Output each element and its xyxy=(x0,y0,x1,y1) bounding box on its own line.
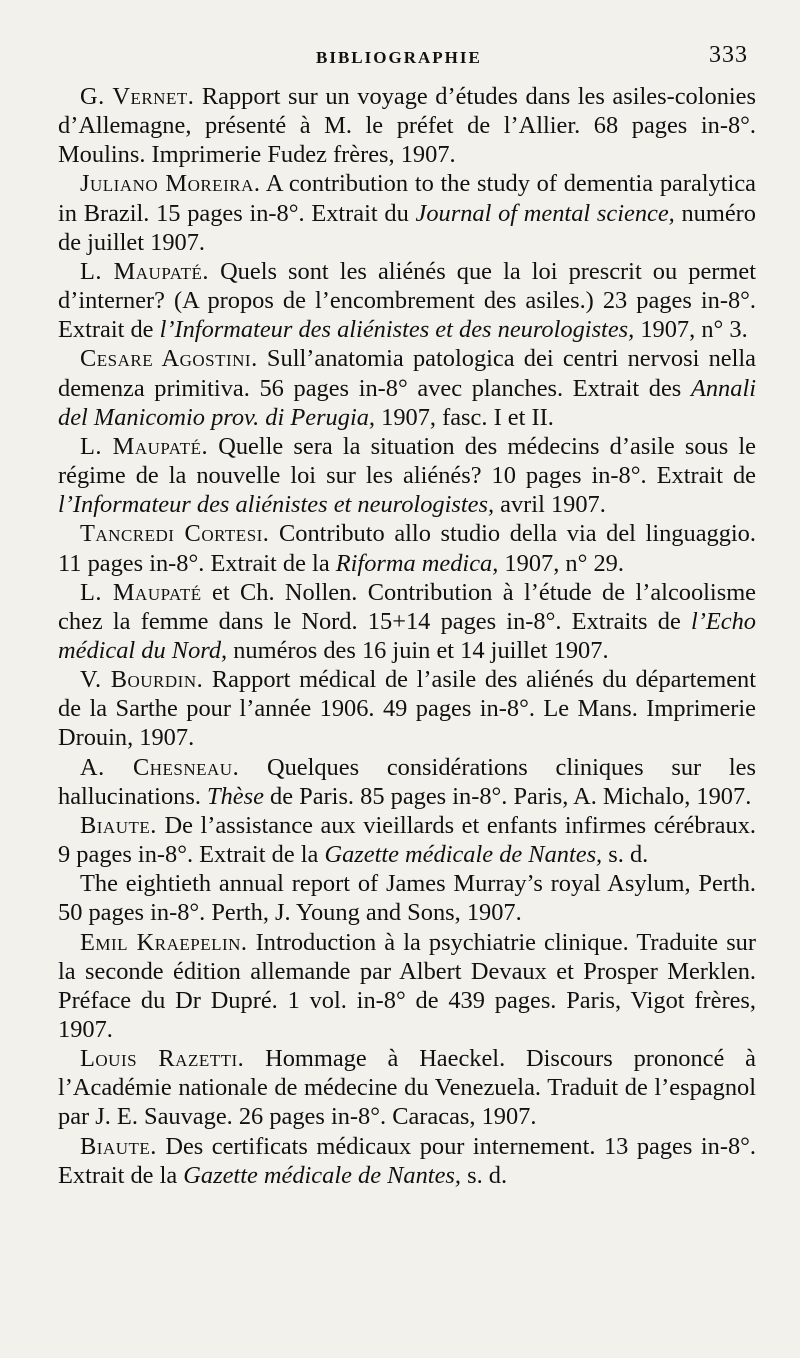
entry-source: l’Informateur des aliénistes et neurologistes, xyxy=(58,491,495,519)
bibliography-entry xyxy=(58,82,756,169)
bibliography-entry xyxy=(58,578,756,665)
entry-text-after: s. d. xyxy=(461,1161,508,1189)
running-header xyxy=(58,38,756,82)
entry-text: A contribution to the study of dementia paralytica in Brazil. 15 pages in-8°. Extrait du xyxy=(58,170,756,227)
entry-text: Quels sont les aliénés que la loi prescrit ou permet d’interner? (A propos de l’encombrement des asiles.) 23 pages in-8°. Extrait de xyxy=(58,257,756,344)
entry-text: Quelques considérations cliniques sur les hallucinations. xyxy=(58,753,756,810)
entry-text-after: numéro de juillet 1907. xyxy=(58,199,756,256)
entry-text: Hommage à Haeckel. Discours prononcé à l’Académie nationale de médecine du Venezuela. Traduit de l’espagnol par J. E. Sauvage. 26 pages in-8°. Caracas, 1907. xyxy=(58,1045,756,1131)
entry-source: Thèse xyxy=(207,782,264,810)
entry-author: Biaute. xyxy=(80,811,157,839)
entry-text-after: avril 1907. xyxy=(494,491,606,519)
entry-author: L. Maupaté. xyxy=(80,432,209,460)
bibliography-entry xyxy=(58,432,756,519)
entry-author: Tancredi Cortesi. xyxy=(80,520,270,548)
entry-text: Introduction à la psychiatrie clinique. Traduite sur la seconde édition allemande par Albert Devaux et Prosper Merklen. Préface du Dr Dupré. 1 vol. in-8° de 439 pages. Paris, Vigot frères, 1907. xyxy=(58,928,756,1043)
entry-text: Contributo allo studio della via del linguaggio. 11 pages in-8°. Extrait de la xyxy=(58,520,756,577)
entry-source: Gazette médicale de Nantes, xyxy=(183,1161,462,1189)
entry-text-after: s. d. xyxy=(602,841,649,869)
entry-author: Juliano Moreira. xyxy=(80,170,261,198)
entry-text: Des certificats médicaux pour internement. 13 pages in-8°. Extrait de la xyxy=(58,1132,756,1189)
entry-author: L. Maupaté xyxy=(80,578,202,606)
entry-author: Cesare Agostini. xyxy=(80,345,258,373)
entry-author: V. Bourdin. xyxy=(80,666,204,694)
entry-text-after: 1907, n° 3. xyxy=(634,316,748,344)
bibliography-entry xyxy=(58,753,756,811)
entry-source: l’Informateur des aliénistes et des neurologistes, xyxy=(159,316,635,344)
bibliography-entry xyxy=(58,928,756,1045)
bibliography-entry xyxy=(58,257,756,344)
entry-author: Louis Razetti. xyxy=(80,1045,245,1073)
bibliography-list xyxy=(58,82,756,1190)
entry-text: Quelle sera la situation des médecins d’asile sous le régime de la nouvelle loi sur les aliénés? 10 pages in-8°. Extrait de xyxy=(58,432,756,490)
bibliography-entry xyxy=(58,811,756,869)
bibliography-entry xyxy=(58,519,756,577)
entry-source: Riforma medica, xyxy=(335,549,499,577)
entry-author: Biaute. xyxy=(80,1132,157,1160)
entry-source: Gazette médicale de Nantes, xyxy=(324,841,603,869)
running-title: BIBLIOGRAPHIE xyxy=(316,48,482,67)
entry-author: G. Vernet. xyxy=(80,83,195,110)
bibliography-entry xyxy=(58,344,756,431)
entry-author: L. Maupaté. xyxy=(80,257,209,285)
bibliography-entry xyxy=(58,1044,756,1131)
entry-text: The eightieth annual report of James Murray’s royal Asylum, Perth. 50 pages in-8°. Perth, J. Young and Sons, 1907. xyxy=(58,870,756,927)
bibliography-entry xyxy=(58,1132,756,1190)
entry-source: Annali del Manicomio prov. di Perugia, xyxy=(58,374,756,431)
entry-text: Sull’anatomia patologica dei centri nervosi nella demenza primitiva. 56 pages in-8° avec planches. Extrait des xyxy=(58,345,757,402)
entry-text-after: numéros des 16 juin et 14 juillet 1907. xyxy=(227,636,609,664)
bibliography-entry xyxy=(58,169,756,256)
entry-source: Journal of mental science, xyxy=(415,199,675,227)
entry-source: l’Echo médical du Nord, xyxy=(58,607,756,664)
bibliography-entry xyxy=(58,665,756,752)
entry-text: Rapport sur un voyage d’études dans les asiles-colonies d’Allemagne, présenté à M. le préfet de l’Allier. 68 pages in-8°. Moulins. Imprimerie Fudez frères, 1907. xyxy=(58,83,756,169)
bibliography-entry xyxy=(58,869,756,927)
entry-text: Rapport médical de l’asile des aliénés du département de la Sarthe pour l’année 1906. 49 pages in-8°. Le Mans. Imprimerie Drouin, 1907. xyxy=(58,666,756,752)
entry-text-after: 1907, n° 29. xyxy=(498,549,624,577)
entry-author: Emil Kraepelin. xyxy=(80,928,248,956)
entry-text-after: de Paris. 85 pages in-8°. Paris, A. Michalo, 1907. xyxy=(263,782,752,810)
entry-text: et Ch. Nollen. Contribution à l’étude de l’alcoolisme chez la femme dans le Nord. 15+14 pages in-8°. Extraits de xyxy=(58,578,756,635)
page-number: 333 xyxy=(709,42,748,68)
entry-text-after: 1907, fasc. I et II. xyxy=(375,403,554,431)
entry-text: De l’assistance aux vieillards et enfants infirmes cérébraux. 9 pages in-8°. Extrait de la xyxy=(58,811,756,869)
entry-author: A. Chesneau. xyxy=(80,753,240,781)
